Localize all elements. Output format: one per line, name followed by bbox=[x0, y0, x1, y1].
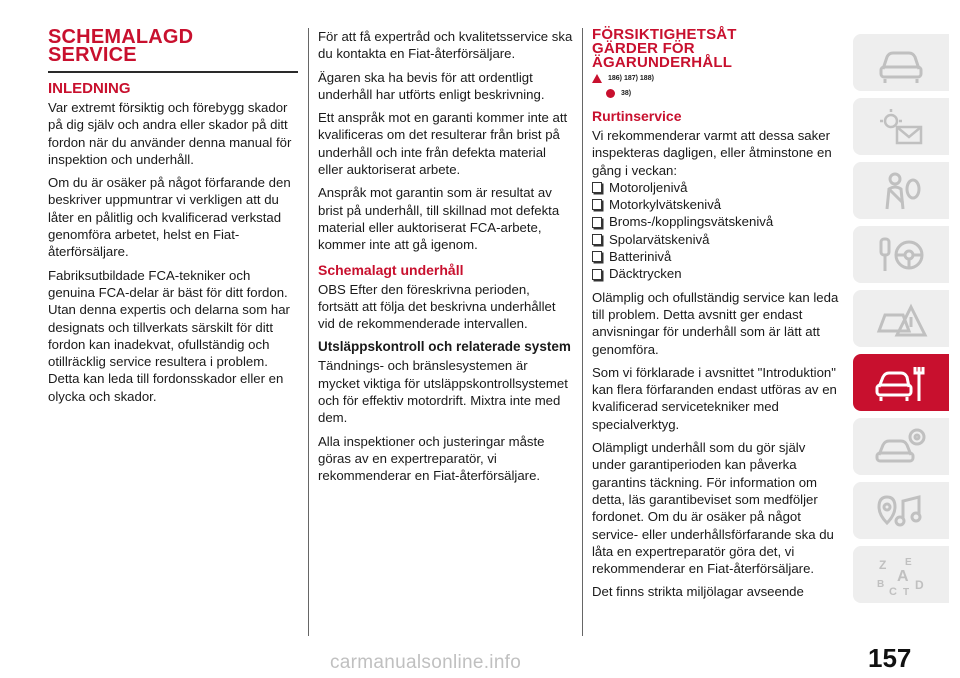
note-reference bbox=[606, 89, 842, 98]
paragraph: Vi rekommenderar varmt att dessa saker inspekteras dagligen, eller åtminstone en gång i veckan: bbox=[592, 128, 832, 178]
tab-starting-driving[interactable] bbox=[853, 226, 949, 283]
tab-maintenance[interactable] bbox=[853, 354, 949, 411]
technical-data-icon bbox=[873, 425, 929, 469]
chapter-tabs bbox=[853, 34, 949, 610]
title-line: SERVICE bbox=[48, 44, 137, 66]
checklist-item bbox=[592, 179, 842, 196]
tab-dashboard[interactable] bbox=[853, 98, 949, 155]
svg-text:Z: Z bbox=[879, 557, 887, 572]
checkbox-icon bbox=[592, 217, 602, 228]
title-line: ÄGARUNDERHÅLL bbox=[592, 54, 733, 71]
checkbox-icon bbox=[592, 251, 602, 262]
checkbox-icon bbox=[592, 182, 602, 193]
index-alphabet-icon bbox=[873, 553, 929, 597]
subheading-emission-control: Utsläppskontroll och relaterade system bbox=[318, 339, 571, 355]
paragraph: Var extremt försiktig och förebygg skador på dig själv och andra eller skador på ditt fordon när du använder denna manual för inspektion och underhåll. bbox=[48, 100, 292, 167]
tab-car-overview[interactable] bbox=[853, 34, 949, 91]
emergency-triangle-icon bbox=[873, 297, 929, 341]
column-divider-right bbox=[582, 28, 583, 636]
checklist bbox=[592, 179, 842, 283]
paragraph: Olämpligt underhåll som du gör själv under garantiperioden kan påverka garantins täckning. För information om detta, läs garantibeviset som medföljer fordonet. Om du är osäker på något service- eller underhållsförfarande ska du låta en expertreparatör göra det, vi rekommenderar en Fiat-återförsäljare. bbox=[592, 440, 834, 577]
paragraph: Tändnings- och bränslesystemen är mycket viktiga för utsläppskontrollsystemet och för effektiv motordrift. Mixtra inte med dem. bbox=[318, 358, 568, 426]
title-line: FÖRSIKTIGHETSÅT bbox=[592, 26, 737, 43]
tab-index[interactable] bbox=[853, 546, 949, 603]
column-right bbox=[592, 28, 842, 607]
checkbox-icon bbox=[592, 199, 602, 210]
checklist-label: Motoroljenivå bbox=[609, 179, 688, 195]
paragraph: OBS Efter den föreskrivna perioden, fortsätt att följa det beskrivna underhållet vid de rekommenderade intervallen. bbox=[318, 281, 556, 332]
paragraph: Ett anspråk mot en garanti kommer inte att kvalificeras om det resulterar från brist på underhåll och inte från defekta material eller auktoriserat arbete. bbox=[318, 110, 568, 178]
dashboard-lights-icon bbox=[873, 105, 929, 149]
title-line: SCHEMALAGD bbox=[48, 26, 194, 48]
environment-note-icon bbox=[606, 89, 615, 98]
subheading-routine-service: Rurtinservice bbox=[592, 108, 682, 124]
section-title bbox=[48, 28, 298, 64]
svg-text:A: A bbox=[897, 567, 909, 585]
checklist-label: Batterinivå bbox=[609, 249, 672, 265]
car-maintenance-icon bbox=[873, 361, 929, 405]
warning-refs: 186) 187) 188) bbox=[608, 75, 654, 82]
seatbelt-airbag-icon bbox=[873, 169, 929, 213]
key-steering-wheel-icon bbox=[873, 233, 929, 277]
subheading-scheduled-maintenance: Schemalagt underhåll bbox=[318, 261, 464, 278]
page-number: 157 bbox=[868, 643, 912, 673]
paragraph: Anspråk mot garantin som är resultat av brist på underhåll, till skillnad mot defekta material eller auktoriserat FCA-arbete, kommer inte att gå igenom. bbox=[318, 185, 560, 253]
svg-text:T: T bbox=[903, 586, 910, 597]
note-ref: 38) bbox=[621, 90, 632, 97]
paragraph: Fabriksutbildade FCA-tekniker och genuina FCA-delar är bäst för ditt fordon. Utan denna expertis och delarna som har designats och tillverkats särskilt för ditt fordon kan inadekvat, ofullständig och otillräcklig service resultera i problem. Detta kan leda till fordonsskador eller en olycka och skador. bbox=[48, 267, 290, 404]
paragraph: Om du är osäker på något förfarande den beskriver uppmuntrar vi verkligen att du låter en pålitlig och kvalificerad verkstad genomföra arbetet, helst en Fiat-återförsäljare. bbox=[48, 175, 291, 260]
checkbox-icon bbox=[592, 234, 602, 245]
paragraph: Ägaren ska ha bevis för att ordentligt underhåll har utförts enligt beskrivning. bbox=[318, 69, 545, 102]
checklist-item bbox=[592, 265, 842, 282]
svg-text:C: C bbox=[889, 585, 897, 597]
svg-text:E: E bbox=[905, 556, 912, 568]
car-front-icon bbox=[873, 41, 929, 85]
subheading-intro: INLEDNING bbox=[48, 80, 131, 97]
paragraph: För att få expertråd och kvalitetsservice ska du kontakta en Fiat-återförsäljare. bbox=[318, 29, 573, 62]
tab-multimedia[interactable] bbox=[853, 482, 949, 539]
warning-triangle-icon bbox=[592, 74, 602, 83]
title-underline bbox=[48, 71, 298, 73]
section-title bbox=[592, 28, 842, 70]
tab-technical-data[interactable] bbox=[853, 418, 949, 475]
column-divider-left bbox=[308, 28, 309, 636]
tab-emergency[interactable] bbox=[853, 290, 949, 347]
paragraph: Alla inspektioner och justeringar måste göras av en expertreparatör, vi rekommenderar en Fiat-återförsäljare. bbox=[318, 433, 545, 484]
paragraph: Det finns strikta miljölagar avseende bbox=[592, 584, 804, 600]
column-left bbox=[48, 28, 298, 411]
checklist-item bbox=[592, 213, 842, 230]
checklist-label: Däcktrycken bbox=[609, 266, 682, 282]
checklist-label: Spolarvätskenivå bbox=[609, 231, 710, 247]
checklist-label: Broms-/kopplingsvätskenivå bbox=[609, 214, 774, 230]
checklist-item bbox=[592, 248, 842, 265]
multimedia-icon bbox=[873, 489, 929, 533]
svg-text:B: B bbox=[877, 578, 885, 590]
column-middle bbox=[318, 28, 573, 491]
title-line: GÄRDER FÖR bbox=[592, 40, 695, 57]
watermark: carmanualsonline.info bbox=[330, 652, 522, 673]
tab-safety[interactable] bbox=[853, 162, 949, 219]
paragraph: Olämplig och ofullständig service kan leda till problem. Detta avsnitt ger endast anvisningar för underhåll som är lätt att genomföra. bbox=[592, 289, 839, 357]
checklist-label: Motorkylvätskenivå bbox=[609, 197, 722, 213]
warning-reference bbox=[592, 74, 842, 83]
checkbox-icon bbox=[592, 269, 602, 280]
checklist-item bbox=[592, 196, 842, 213]
checklist-item bbox=[592, 231, 842, 248]
paragraph: Som vi förklarade i avsnittet "Introduktion" kan flera förfaranden endast utföras av en kvalificerad servicetekniker med specialverktyg. bbox=[592, 364, 837, 432]
svg-text:D: D bbox=[915, 577, 924, 592]
